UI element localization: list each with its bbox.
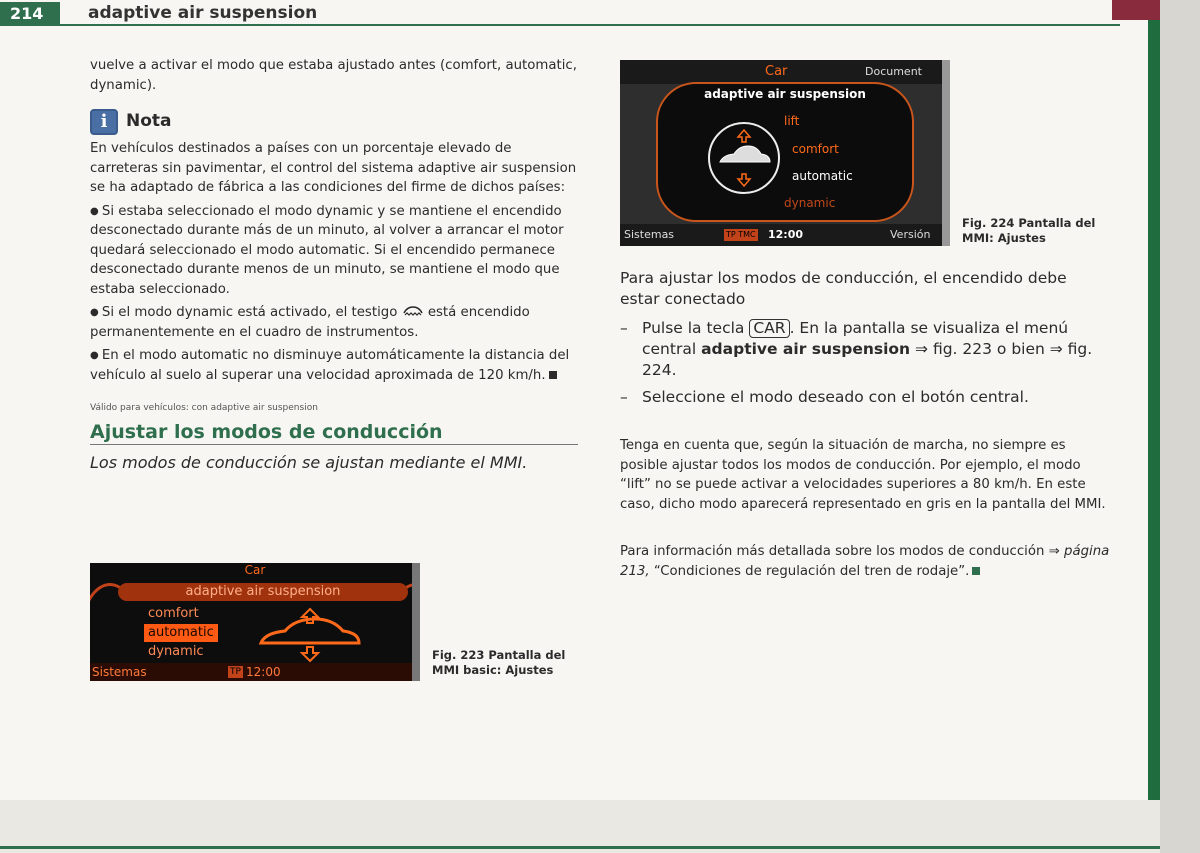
figure-223-mmi-basic <box>90 563 420 681</box>
car-key-label: CAR <box>749 319 789 338</box>
step-1-middle: . En la pantalla se visualiza el menú central <box>642 319 1069 358</box>
note-bullet-2 <box>90 303 578 342</box>
page-edge <box>1160 0 1200 853</box>
status-version: Versión <box>890 228 931 241</box>
caption-number: Fig. 224 Pantalla del <box>962 216 1096 230</box>
note-title: Nota <box>126 111 172 132</box>
section-title: Ajustar los modos de conducción <box>90 423 578 446</box>
car-height-icon <box>710 124 778 192</box>
screen-title: Car <box>244 563 266 577</box>
screen-menu-title: adaptive air suspension <box>704 87 866 101</box>
page-reference-link[interactable]: página 213, <box>620 544 1110 579</box>
screen-top-bar <box>620 60 950 84</box>
selector-ring <box>708 122 780 194</box>
status-tp-tmc: TP TMC <box>726 230 756 239</box>
scroll-strip <box>942 60 950 246</box>
bottom-rule <box>0 846 1160 849</box>
option-dynamic: dynamic <box>148 644 204 659</box>
section-subtitle: Los modos de conducción se ajustan mediante el MMI. <box>90 453 528 472</box>
instructions-intro: Para ajustar los modos de conducción, el encendido debe estar conectado <box>620 269 1067 308</box>
running-title: adaptive air suspension <box>88 3 318 23</box>
note-box <box>90 109 578 385</box>
page-header <box>0 0 1120 26</box>
caption-number: Fig. 223 Pantalla del <box>432 648 566 662</box>
status-systems: Sistemas <box>624 228 675 241</box>
option-automatic-selected: automatic <box>144 624 218 642</box>
menu-name: adaptive air suspension <box>701 340 911 358</box>
figure-224-caption <box>962 216 1112 246</box>
note-bullet-3-text: En el modo automatic no disminuye automáticamente la distancia del vehículo al suelo al superar una velocidad aproximada de 120 km/h. <box>90 348 570 383</box>
note-bullet-2-start: Si el modo dynamic está activado, el testigo <box>101 305 398 320</box>
step-dash: – <box>620 388 628 406</box>
option-comfort: comfort <box>148 606 199 621</box>
note-bullet-3 <box>90 346 578 385</box>
note-header <box>90 109 578 135</box>
info-icon: i <box>90 109 118 135</box>
more-info-text: Para información más detallada sobre los modos de conducción ⇒ <box>620 544 1060 559</box>
screen-status-bar <box>620 224 950 246</box>
screen-status-bar <box>90 663 420 681</box>
option-dynamic: dynamic <box>784 196 836 210</box>
step-1-start: Pulse la tecla <box>642 319 745 337</box>
step-1-refs: ⇒ fig. 223 o bien ⇒ fig. 224. <box>642 340 1093 379</box>
page-number: 214 <box>0 2 60 26</box>
option-automatic: automatic <box>792 169 853 183</box>
note-intro: En vehículos destinados a países con un porcentaje elevado de carreteras sin pavimentar, el control del sistema adaptive air suspension se ha adaptado de fábrica a las condiciones del firme de dichos países: <box>90 141 577 195</box>
option-comfort: comfort <box>792 142 839 156</box>
step-2-text: Seleccione el modo deseado con el botón central. <box>642 388 1029 406</box>
status-time: 12:00 <box>246 665 281 679</box>
figure-223-caption <box>432 648 582 678</box>
end-marker <box>549 371 557 379</box>
status-time: 12:00 <box>768 228 804 241</box>
note-body <box>90 139 578 385</box>
note-bullet-2-end: está encendido permanentemente en el cuadro de instrumentos. <box>90 305 530 340</box>
screen-title: Car <box>765 64 788 79</box>
scroll-strip <box>412 563 420 681</box>
suspension-warning-icon <box>402 305 424 317</box>
screen-menu-title: adaptive air suspension <box>118 583 408 601</box>
step-dash: – <box>620 319 628 337</box>
status-systems: Sistemas <box>92 665 147 679</box>
left-column <box>90 56 578 473</box>
car-height-icon <box>255 607 365 663</box>
step-1-text <box>642 318 1110 381</box>
caption-text: MMI basic: Ajustes <box>432 663 554 677</box>
option-lift: lift <box>784 114 800 128</box>
note-bullet-1: ● Si estaba seleccionado el modo dynamic y se mantiene el encendido desconectado durante más de un minuto, al volver a arrancar el motor quedará seleccionado el modo automatic. Si el encendido permanece desconectado durante menos de un minuto, se mantiene el modo que estaba seleccionado. <box>90 202 578 300</box>
chapter-tab <box>1148 0 1160 853</box>
step-1 <box>620 318 1110 381</box>
paragraph-lift-note: Tenga en cuenta que, según la situación de marcha, no siempre es posible ajustar todos los modos de conducción. Por ejemplo, el modo “lift” no se puede activar a velocidades superiores a 80 km/h. En este caso, dicho modo aparecerá representado en gris en la pantalla del MMI. <box>620 438 1106 512</box>
status-tp: TP <box>230 667 241 677</box>
paragraph-more-info <box>620 542 1110 581</box>
lead-paragraph: vuelve a activar el modo que estaba ajustado antes (comfort, automatic, dynamic). <box>90 58 577 93</box>
screen-document-label: Document <box>865 65 922 78</box>
caption-text: MMI: Ajustes <box>962 231 1046 245</box>
step-2 <box>620 387 1110 408</box>
validity-line: Válido para vehículos: con adaptive air suspension <box>90 403 318 413</box>
instruction-steps <box>620 318 1110 414</box>
end-marker <box>972 567 980 575</box>
more-info-title: “Condiciones de regulación del tren de rodaje”. <box>653 563 970 579</box>
figure-224-mmi <box>620 60 950 246</box>
